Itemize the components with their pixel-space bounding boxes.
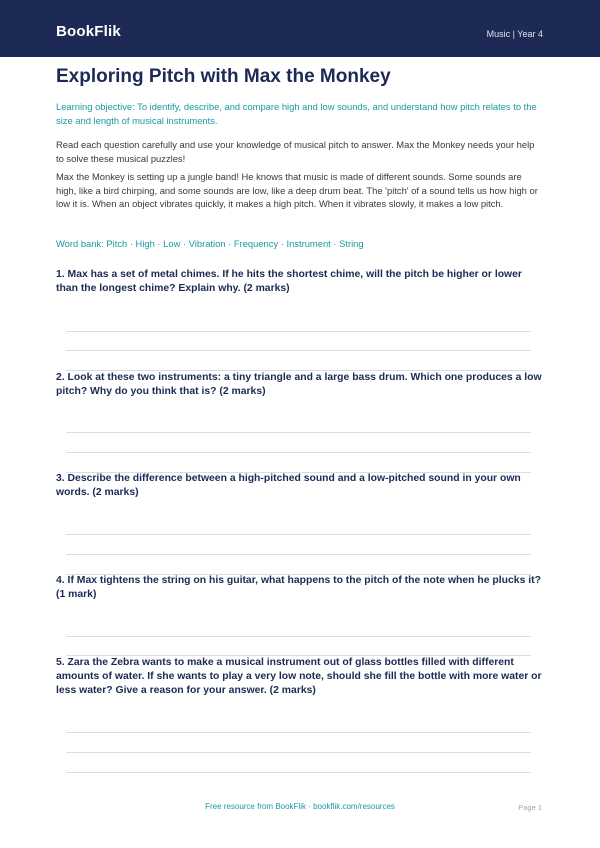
- brand-logo: BookFlik: [56, 23, 121, 40]
- subject-label: Music | Year 4: [486, 29, 543, 39]
- worksheet-title: Exploring Pitch with Max the Monkey: [56, 66, 391, 87]
- answer-line[interactable]: [66, 752, 531, 753]
- answer-line[interactable]: [66, 554, 531, 555]
- learning-objective: Learning objective: To identify, describe, and compare high and low sounds, and understand how pitch relates to the size and length of musical instruments.: [56, 101, 537, 126]
- question-4: 4. If Max tightens the string on his guitar, what happens to the pitch of the note when he plucks it? (1 mark): [56, 575, 541, 600]
- answer-line[interactable]: [66, 350, 531, 351]
- answer-line[interactable]: [66, 331, 531, 332]
- answer-line[interactable]: [66, 636, 531, 637]
- page-header: [0, 0, 600, 57]
- question-3: 3. Describe the difference between a high-pitched sound and a low-pitched sound in your own words. (2 marks): [56, 473, 521, 498]
- answer-line[interactable]: [66, 772, 531, 773]
- footer-link[interactable]: Free resource from BookFlik · bookflik.com/resources: [205, 802, 395, 811]
- intro-paragraph: Max the Monkey is setting up a jungle band! He knows that music is made of different sounds. Some sounds are high, like a bird chirping, and some sounds are low, like a deep drum beat. The 'pitch' of a sound tells us how high or low it is. When an object vibrates quickly, it makes a high pitch. When it vibrates slowly, it makes a low pitch.: [56, 171, 538, 209]
- page-number: Page 1: [518, 803, 542, 812]
- question-5: 5. Zara the Zebra wants to make a musical instrument out of glass bottles filled with different amounts of water. If she wants to play a very low note, should she fill the bottle with more water or less water? Give a reason for your answer. (2 marks): [56, 657, 542, 696]
- question-2: 2. Look at these two instruments: a tiny triangle and a large bass drum. Which one produces a low pitch? Why do you think that is? (2 marks): [56, 372, 542, 397]
- instructions: Read each question carefully and use your knowledge of musical pitch to answer. Max the Monkey needs your help to solve these musical puzzles!: [56, 139, 535, 164]
- answer-line[interactable]: [66, 432, 531, 433]
- answer-line[interactable]: [66, 452, 531, 453]
- word-bank: Word bank: Pitch · High · Low · Vibration · Frequency · Instrument · String: [56, 238, 364, 249]
- answer-line[interactable]: [66, 534, 531, 535]
- question-1: 1. Max has a set of metal chimes. If he hits the shortest chime, will the pitch be higher or lower than the longest chime? Explain why. (2 marks): [56, 269, 522, 294]
- answer-line[interactable]: [66, 732, 531, 733]
